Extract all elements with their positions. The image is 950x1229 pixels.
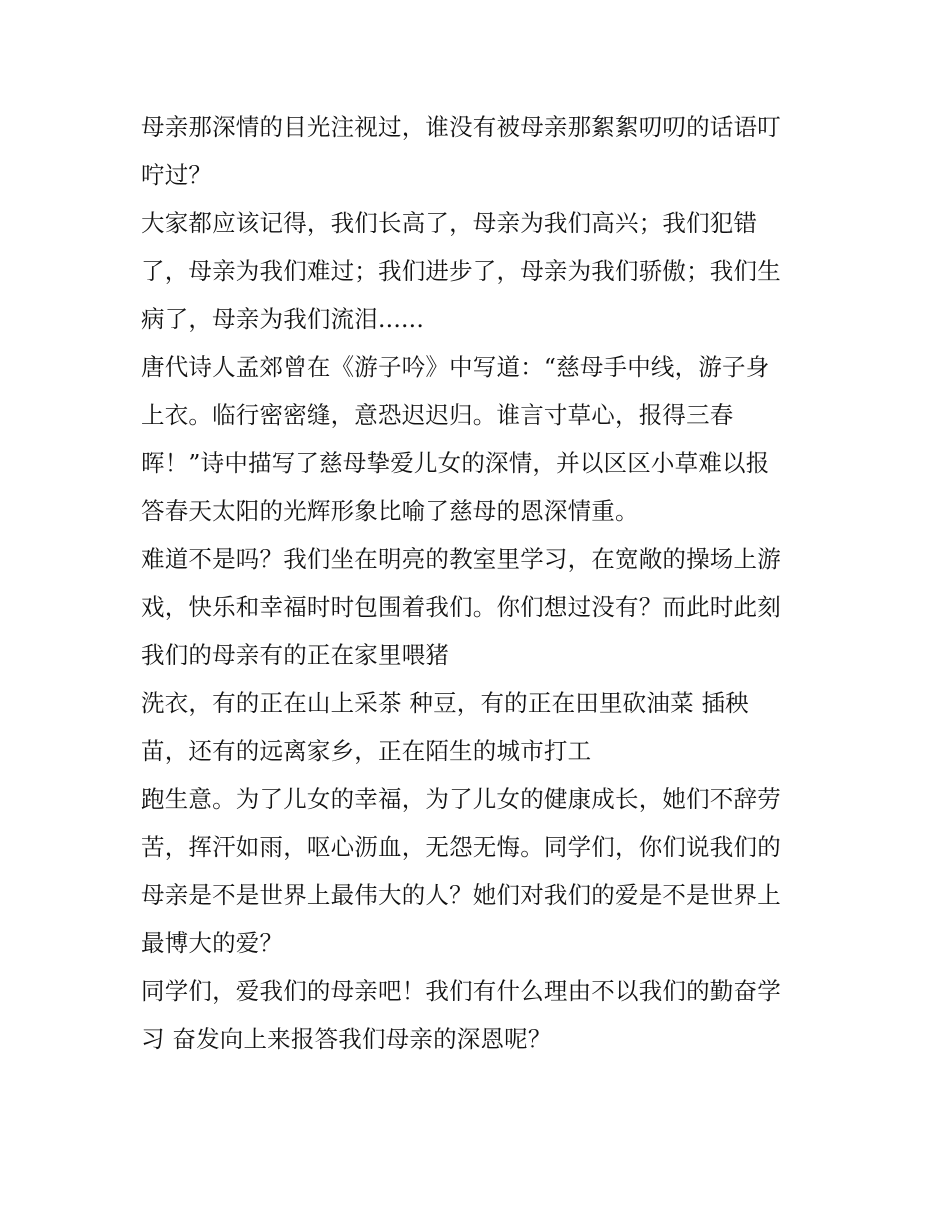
text-line: 了，母亲为我们难过；我们进步了，母亲为我们骄傲；我们生 [141, 257, 781, 285]
text-line: 上衣。临行密密缝，意恐迟迟归。谁言寸草心，报得三春 [141, 401, 734, 429]
text-line: 晖！”诗中描写了慈母挚爱儿女的深情，并以区区小草难以报 [141, 449, 770, 477]
text-line: 洗衣，有的正在山上采茶 种豆，有的正在田里砍油菜 插秧 [141, 689, 749, 717]
text-line: 母亲是不是世界上最伟大的人？她们对我们的爱是不是世界上 [141, 881, 781, 909]
text-line: 苦，挥汗如雨，呕心沥血，无怨无悔。同学们，你们说我们的 [141, 833, 781, 861]
text-line: 答春天太阳的光辉形象比喻了慈母的恩深情重。 [141, 497, 639, 525]
text-line: 我们的母亲有的正在家里喂猪 [141, 641, 450, 669]
text-line: 戏，快乐和幸福时时包围着我们。你们想过没有？而此时此刻 [141, 593, 781, 621]
text-line: 唐代诗人孟郊曾在《游子吟》中写道：“慈母手中线，游子身 [141, 353, 770, 381]
text-line: 咛过？ [141, 161, 213, 189]
text-line: 大家都应该记得，我们长高了，母亲为我们高兴；我们犯错 [141, 209, 758, 237]
text-line: 病了，母亲为我们流泪...... [141, 305, 425, 333]
text-line: 习 奋发向上来报答我们母亲的深恩呢？ [141, 1025, 552, 1053]
text-line: 母亲那深情的目光注视过，谁没有被母亲那絮絮叨叨的话语叮 [141, 113, 781, 141]
document-body [141, 103, 821, 1063]
text-line: 同学们，爱我们的母亲吧！我们有什么理由不以我们的勤奋学 [141, 977, 781, 1005]
text-line: 跑生意。为了儿女的幸福，为了儿女的健康成长，她们不辞劳 [141, 785, 781, 813]
text-line: 苗，还有的远离家乡，正在陌生的城市打工 [141, 737, 592, 765]
text-line: 难道不是吗？我们坐在明亮的教室里学习，在宽敞的操场上游 [141, 545, 781, 573]
text-line: 最博大的爱？ [141, 929, 284, 957]
